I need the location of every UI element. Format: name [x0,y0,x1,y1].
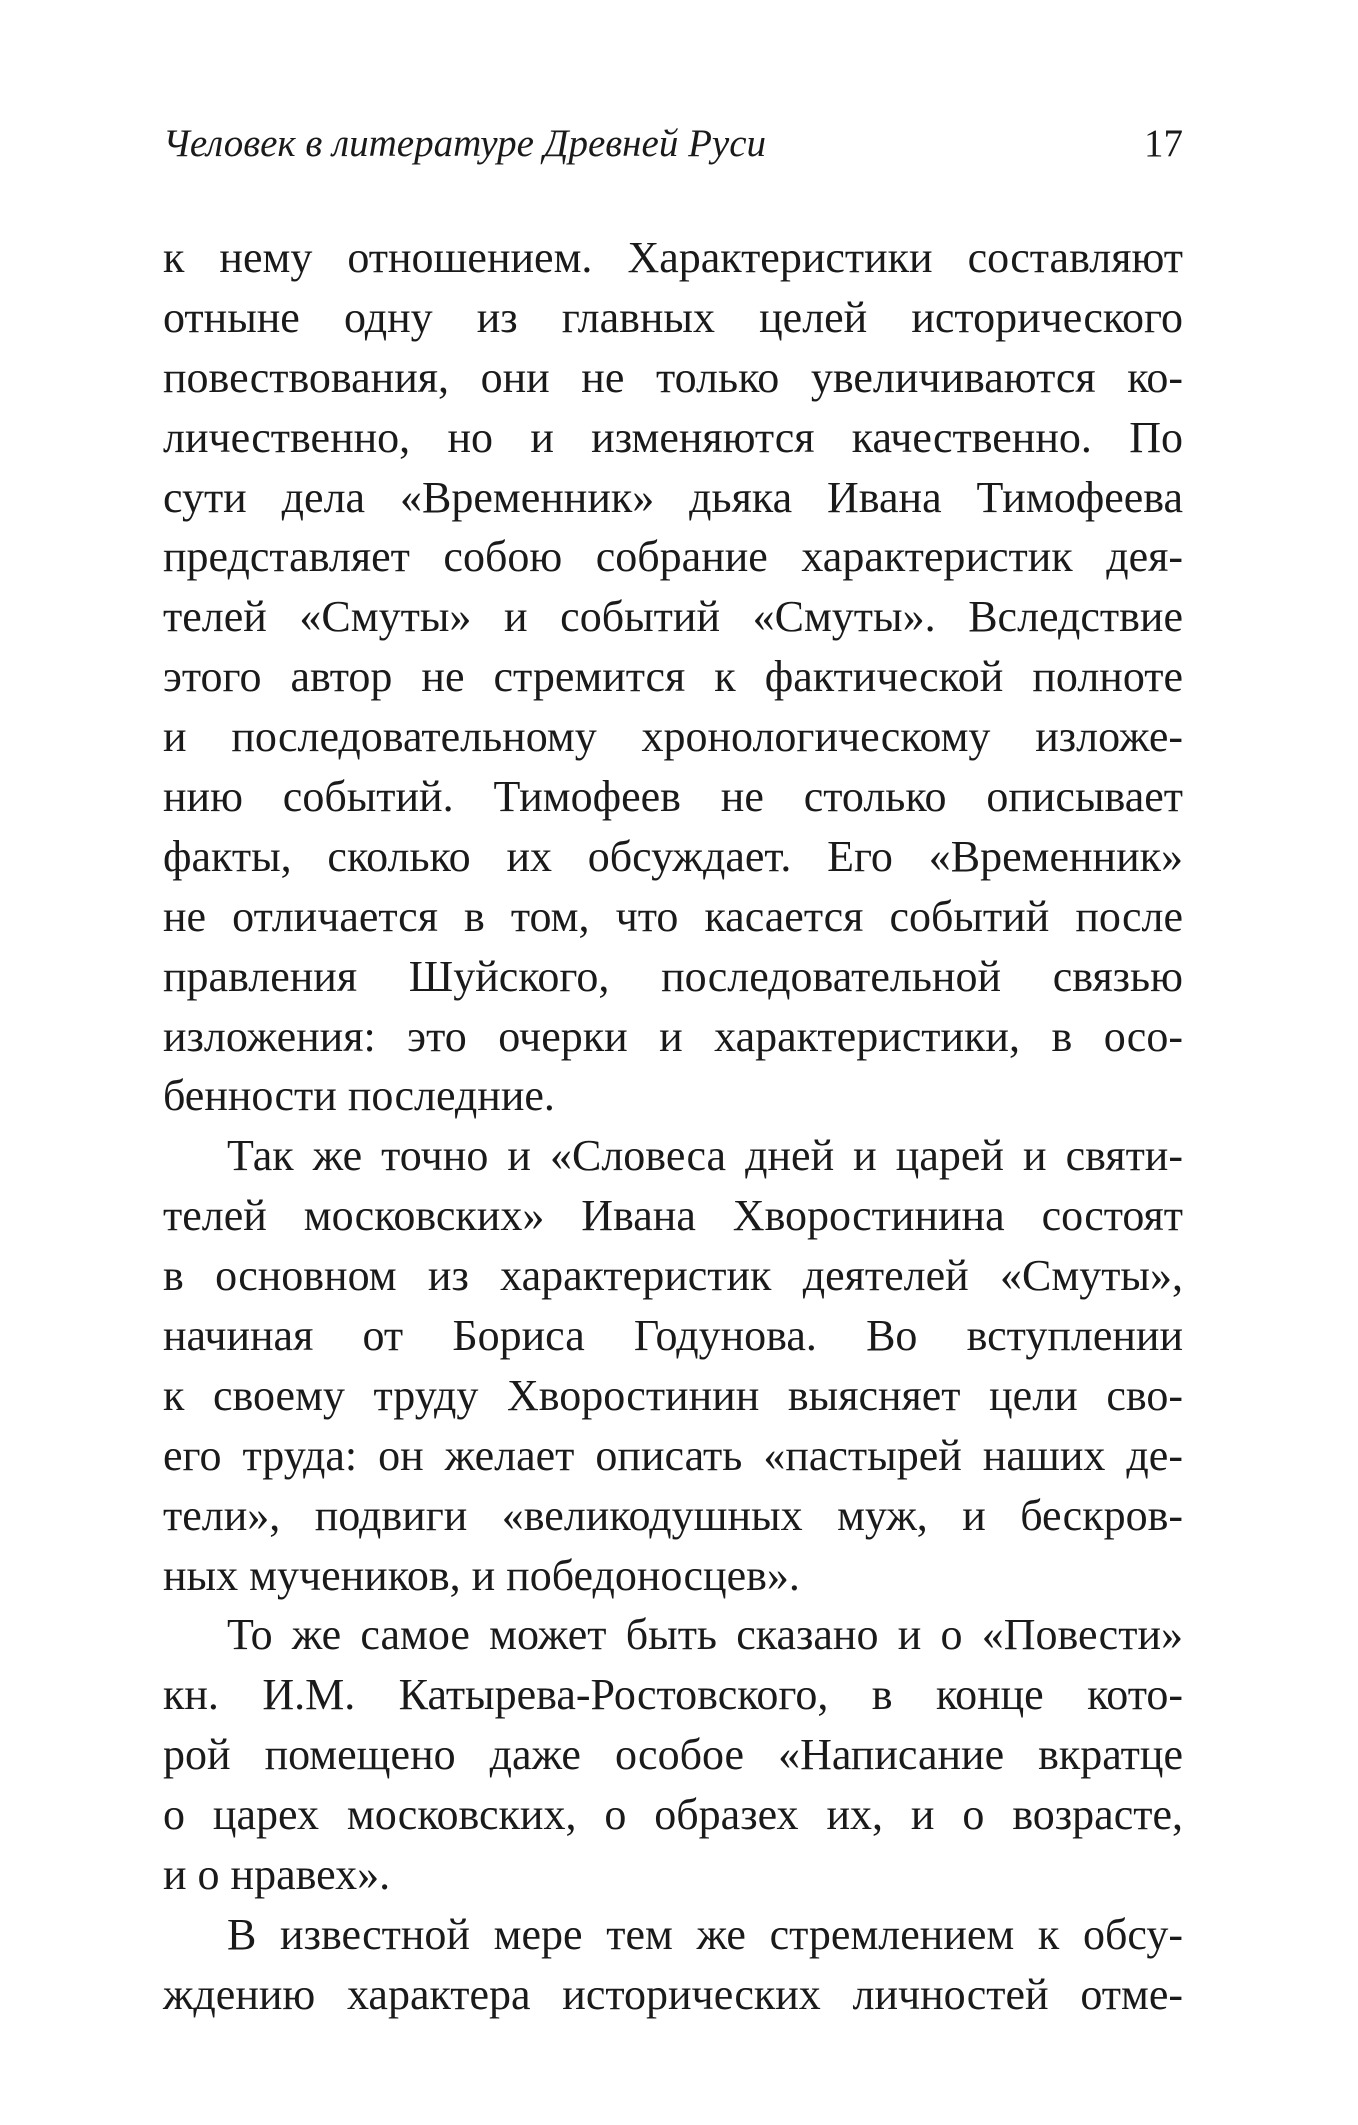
text-line: повествования, они не только увеличиваются ко- [163,352,1183,402]
text-line: о царех московских, о образех их, и о возрасте, [163,1790,1183,1840]
text-line: факты, сколько их обсуждает. Его «Временник» [163,831,1183,881]
text-line: к своему труду Хворостинин выясняет цели сво- [163,1370,1183,1420]
text-line: рой помещено даже особое «Написание вкратце [163,1730,1183,1780]
running-head [163,118,1183,170]
page-number: 17 [1144,122,1183,165]
text-line: отныне одну из главных целей исторического [163,292,1183,342]
text-line: телей «Смуты» и событий «Смуты». Вследствие [163,592,1183,642]
text-line: его труда: он желает описать «пастырей наших де- [163,1430,1183,1480]
text-line: сути дела «Временник» дьяка Ивана Тимофеева [163,472,1183,522]
text-line: в основном из характеристик деятелей «Смуты», [163,1251,1183,1301]
text-line: представляет собою собрание характеристик дея- [163,532,1183,582]
body-text [163,228,1183,2025]
text-line: То же самое может быть сказано и о «Повести» [227,1610,1183,1660]
text-line: изложения: это очерки и характеристики, в осо- [163,1011,1183,1061]
text-line: и о нравех». [163,1850,391,1900]
text-line: Так же точно и «Словеса дней и царей и святи- [227,1131,1183,1181]
text-line: этого автор не стремится к фактической полноте [163,652,1183,702]
text-line: телей московских» Ивана Хворостинина состоят [163,1191,1183,1241]
text-line: и последовательному хронологическому изложе- [163,712,1183,762]
text-line: личественно, но и изменяются качественно. По [163,412,1183,462]
text-line: правления Шуйского, последовательной связью [163,951,1183,1001]
text-line: нию событий. Тимофеев не столько описывает [163,772,1183,822]
text-line: ждению характера исторических личностей отме- [163,1969,1183,2019]
running-title: Человек в литературе Древней Руси [163,122,767,165]
text-line: ных мучеников, и победоносцев». [163,1550,800,1600]
text-line: начиная от Бориса Годунова. Во вступлении [163,1311,1183,1361]
text-line: В известной мере тем же стремлением к обсу- [227,1909,1183,1959]
text-line: не отличается в том, что касается событий после [163,891,1183,941]
text-line: кн. И.М. Катырева-Ростовского, в конце кото- [163,1670,1183,1720]
text-line: к нему отношением. Характеристики составляют [163,233,1183,282]
text-line: бенности последние. [163,1071,555,1121]
text-line: тели», подвиги «великодушных муж, и бескров- [163,1490,1183,1540]
